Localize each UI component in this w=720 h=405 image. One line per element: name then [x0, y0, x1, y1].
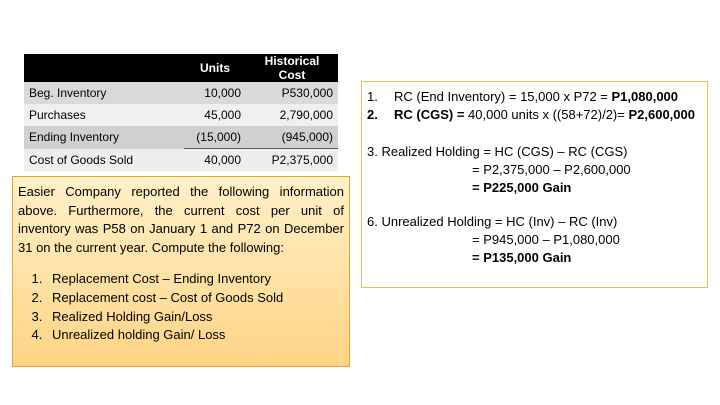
- solution-text: 40,000 units x ((58+72)/2)=: [464, 107, 629, 122]
- row-label: Purchases: [24, 104, 184, 126]
- row-units: 10,000: [184, 82, 246, 104]
- solution-result: P2,600,000: [628, 107, 695, 122]
- row-cost: (945,000): [246, 126, 338, 149]
- table-row: [24, 82, 338, 104]
- unrealized-line-2: = P945,000 – P1,080,000: [472, 232, 620, 247]
- table-header-row: [24, 54, 338, 82]
- table-row: [24, 126, 338, 149]
- table-row: [24, 149, 338, 172]
- solution-content: [394, 106, 695, 125]
- problem-box: [12, 176, 350, 367]
- realized-line-3: = P225,000 Gain: [472, 180, 572, 195]
- row-cost: 2,790,000: [246, 104, 338, 126]
- row-units: 40,000: [184, 149, 246, 172]
- unrealized-line-3: = P135,000 Gain: [472, 250, 572, 265]
- row-cost: P530,000: [246, 82, 338, 104]
- unrealized-line-1: 6. Unrealized Holding = HC (Inv) – RC (Inv): [367, 214, 618, 229]
- table-row: [24, 104, 338, 126]
- header-blank: [24, 54, 184, 82]
- row-cost: P2,375,000: [246, 149, 338, 172]
- list-item: 3. Realized Holding Gain/Loss: [46, 308, 344, 327]
- solution-result: P1,080,000: [611, 89, 679, 104]
- solution-text: RC (End Inventory) = 15,000 x P72 =: [394, 89, 612, 104]
- realized-line-2: = P2,375,000 – P2,600,000: [472, 162, 631, 177]
- solution-content: [394, 88, 678, 107]
- solution-number: 2.: [367, 107, 378, 122]
- row-label: Cost of Goods Sold: [24, 149, 184, 172]
- problem-text: Easier Company reported the following information above. Furthermore, the current cost per unit of inventory was P58 on January 1 and P72 on December 31 on the current year. Compute the following:: [18, 184, 344, 255]
- problem-list: [18, 270, 344, 344]
- list-item: 4. Unrealized holding Gain/ Loss: [46, 326, 344, 345]
- inventory-table: [24, 54, 338, 171]
- realized-line-1: 3. Realized Holding = HC (CGS) – RC (CGS): [367, 144, 628, 159]
- solution-number: 1.: [367, 89, 378, 104]
- solution-line-1: [367, 88, 679, 107]
- solution-box: [361, 81, 708, 288]
- row-units: 45,000: [184, 104, 246, 126]
- list-item: 2. Replacement cost – Cost of Goods Sold: [46, 289, 344, 308]
- row-label: Beg. Inventory: [24, 82, 184, 104]
- solution-label: RC (CGS) =: [394, 107, 465, 122]
- row-units: (15,000): [184, 126, 246, 149]
- list-item: 1. Replacement Cost – Ending Inventory: [46, 270, 344, 289]
- header-units: Units: [184, 54, 246, 82]
- row-label: Ending Inventory: [24, 126, 184, 149]
- header-historical-cost: Historical Cost: [246, 54, 338, 82]
- solution-line-2: [367, 106, 695, 125]
